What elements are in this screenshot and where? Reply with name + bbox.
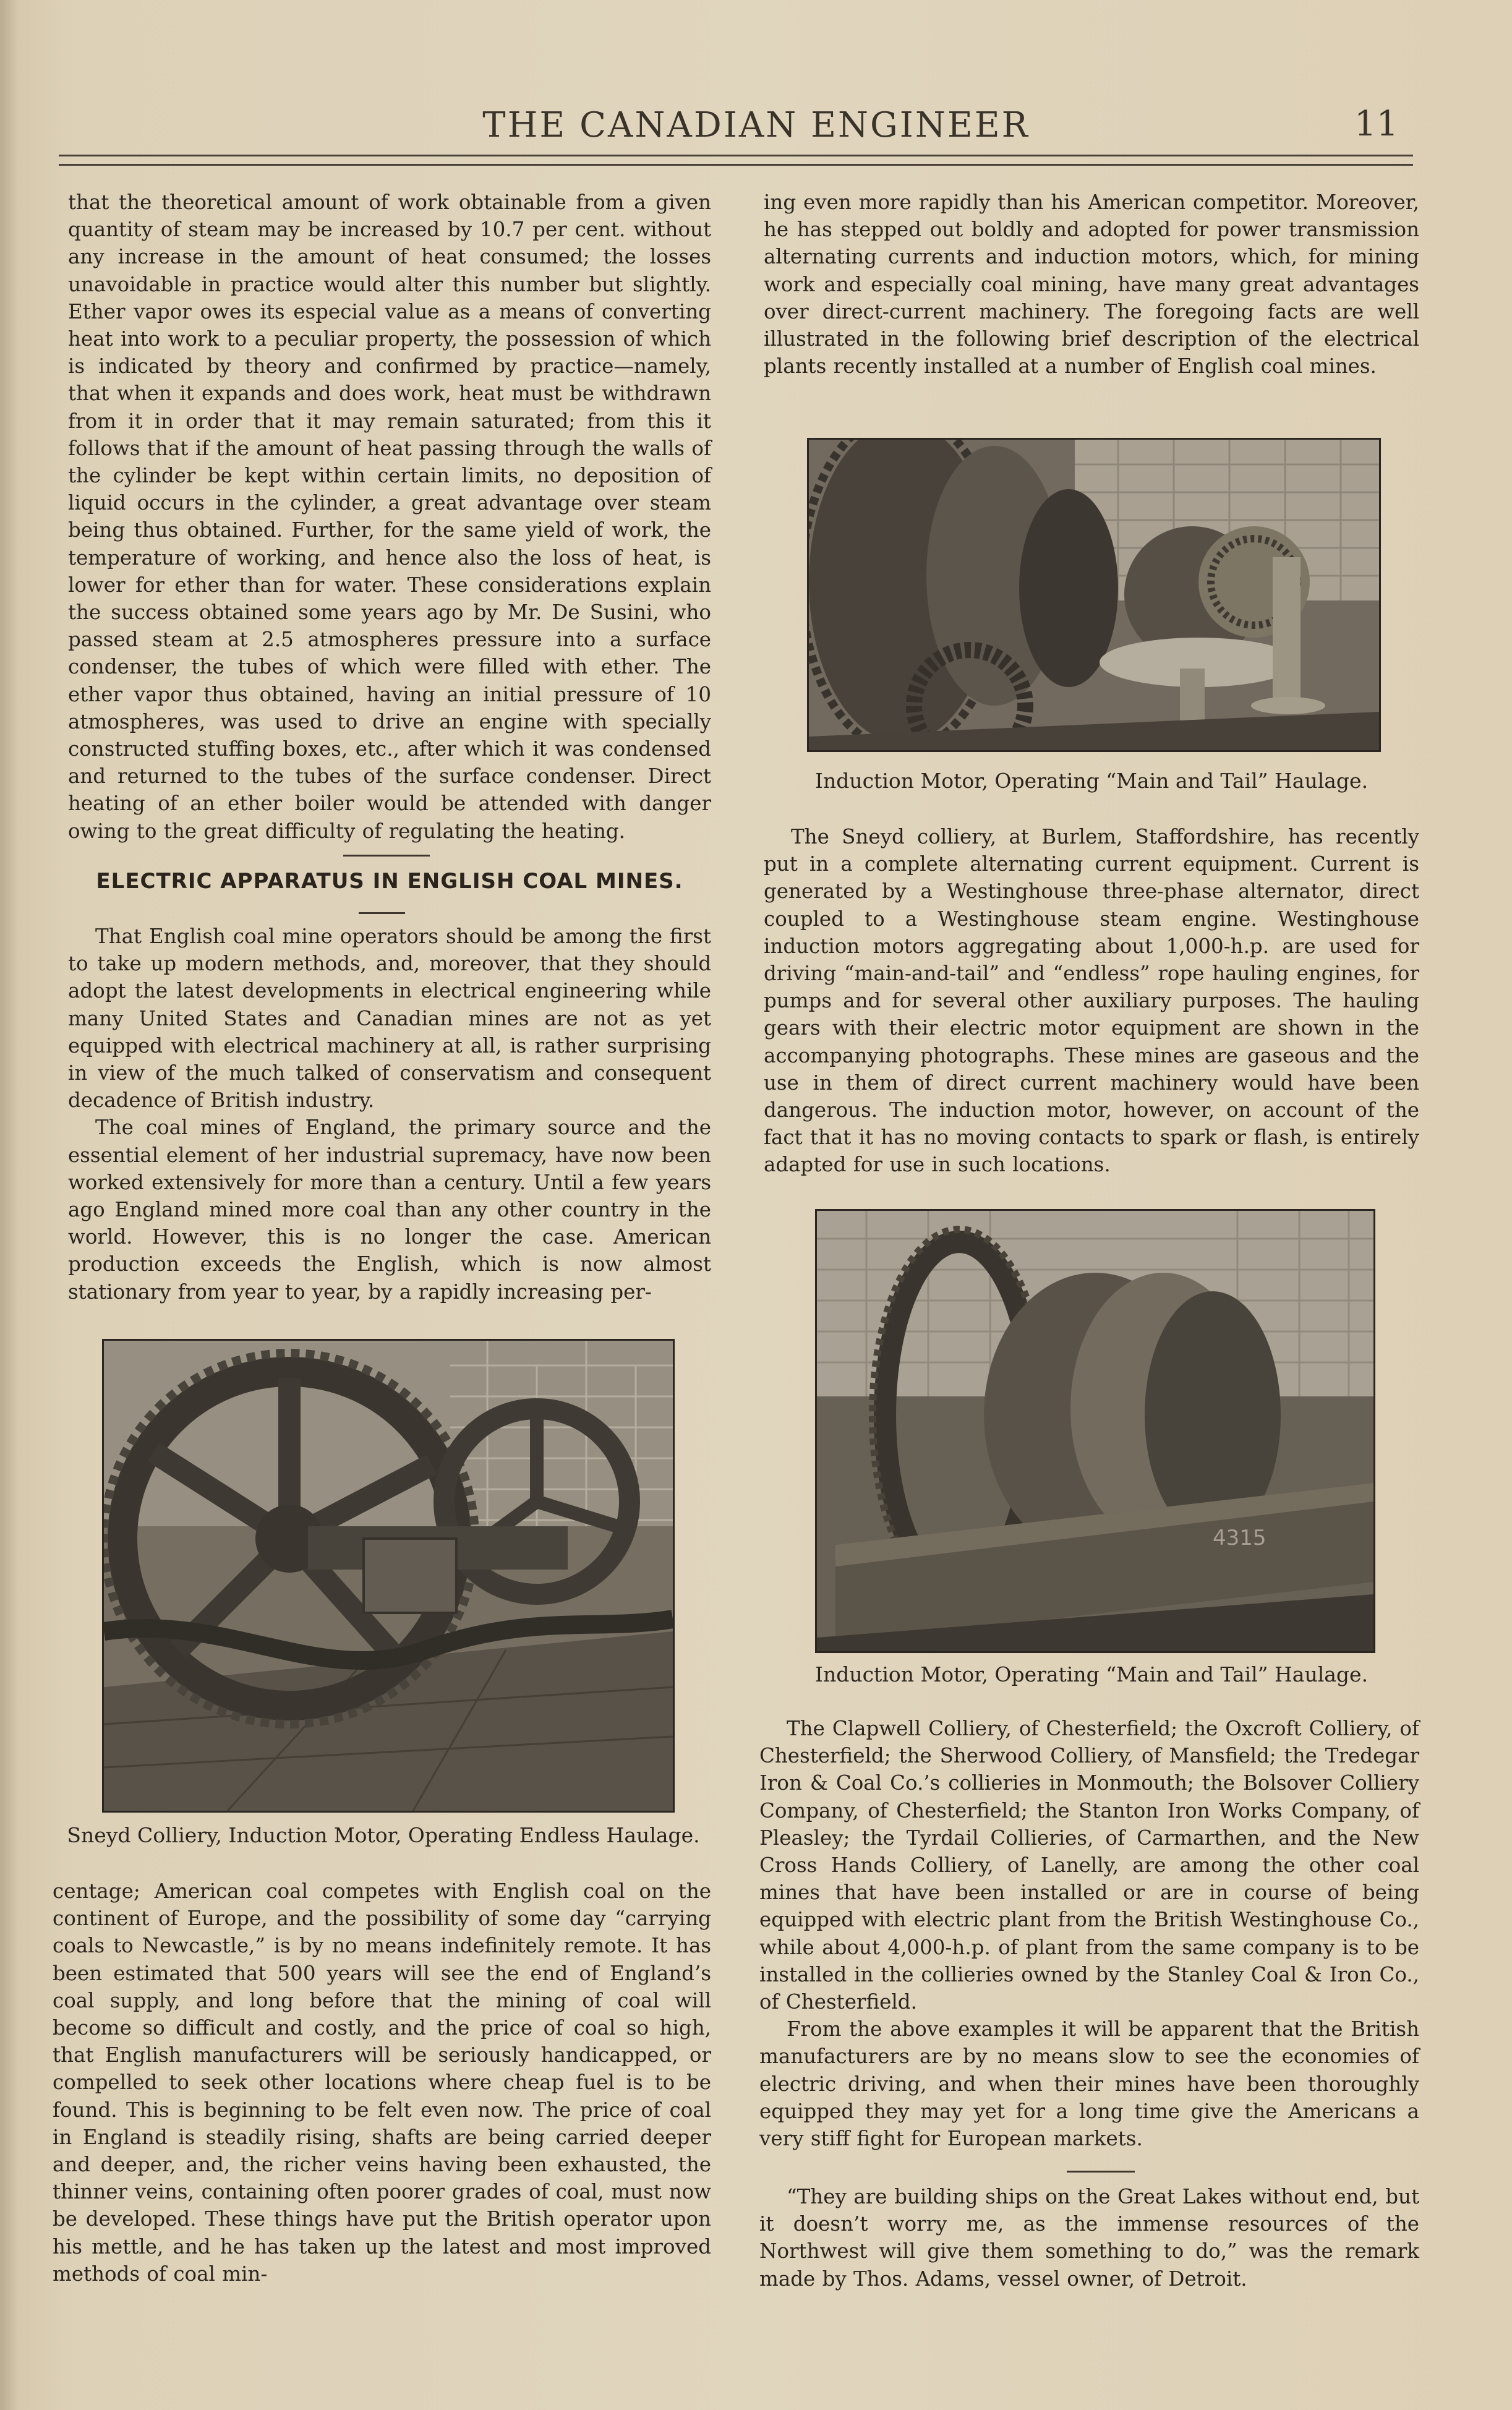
paragraph: The Clapwell Colliery, of Chesterfield; the Oxcroft Colliery, of Chesterfield; the Sherwood Colliery, of Mansfield; the Tredegar Iron & Coal Co.’s collieries in Monmouth; the Bolsover Colliery Company, of Chesterfield; the Stanton Iron Works Company, of Pleasley; the Tyrdail Collieries, of Carmarthen, and the New Cross Hands Colliery, of Lanelly, are among the other coal mines that have been installed or are in course of being equipped with electric plant from the British Westinghouse Co., while about 4,000-h.p. of plant from the same company is to be installed in the collieries owned by the Stanley Coal & Iron Co., of Chesterfield.	[759, 1717, 1419, 2014]
heading-divider	[359, 912, 405, 914]
paragraph: From the above examples it will be apparent that the British manufacturers are by no means slow to see the economies of electric driving, and when their mines have been thoroughly equipped they may yet for a long time give the Americans a very stiff fight for European markets.	[759, 2017, 1419, 2151]
right-column-top-text	[764, 189, 1419, 380]
paragraph: that the theoretical amount of work obtainable from a given quantity of steam may be increased by 10.7 per cent. without any increase in the amount of heat consumed; the losses unavoidable in practice would alter this number but slightly. Ether vapor owes its especial value as a means of converting heat into work to a peculiar property, the possession of which is indicated by theory and confirmed by practice—namely, that when it expands and does work, heat must be withdrawn from it in order that it may remain saturated; from this it follows that if the amount of heat passing through the walls of the cylinder be kept within certain limits, no deposition of liquid occurs in the cylinder, a great advantage over steam being thus obtained. Further, for the same yield of work, the temperature of working, and hence also the loss of heat, is lower for ether than for water. These considerations explain the success obtained some years ago by Mr. De Susini, who passed steam at 2.5 atmospheres pressure into a surface condenser, the tubes of which were filled with ether. The ether vapor thus obtained, having an initial pressure of 10 atmospheres, was used to drive an engine with specially constructed stuffing boxes, etc., after which it was condensed and returned to the tubes of the surface condenser. Direct heating of an ether boiler would be attended with danger owing to the great difficulty of regulating the heating.	[68, 190, 711, 843]
caption-endless-haulage: Sneyd Colliery, Induction Motor, Operating Endless Haulage.	[67, 1823, 700, 1847]
caption-main-and-tail-1: Induction Motor, Operating “Main and Tail” Haulage.	[814, 769, 1369, 793]
paragraph: ing even more rapidly than his American competitor. Moreover, he has stepped out boldly and adopted for power transmission alternating currents and induction motors, which, for mining work and especially coal mining, have many great advantages over direct-current machinery. The foregoing facts are well illustrated in the following brief description of the electrical plants recently installed at a number of English coal mines.	[764, 190, 1419, 378]
paragraph: The Sneyd colliery, at Burlem, Staffordshire, has recently put in a complete alternating current equipment. Current is generated by a Westinghouse three-phase alternator, direct coupled to a Westinghouse steam engine. Westinghouse induction motors aggregating about 1,000-h.p. are used for driving “main-and-tail” and “endless” rope hauling engines, for pumps and for several other auxiliary purposes. The hauling gears with their electric motor equipment are shown in the accompanying photographs. These mines are gaseous and the use in them of direct current machinery would have been dangerous. The induction motor, however, on account of the fact that it has no moving contacts to spark or flash, is entirely adapted for use in such locations.	[764, 825, 1419, 1177]
article-heading: ELECTRIC APPARATUS IN ENGLISH COAL MINES.	[96, 869, 683, 894]
paragraph: The coal mines of England, the primary source and the essential element of her industrial supremacy, have now been worked extensively for more than a century. Until a few years ago England mined more coal than any other country in the world. However, this is no longer the case. American production exceeds the English, which is now almost stationary from year to year, by a rapidly increasing per-	[68, 1116, 711, 1304]
photo-main-and-tail-2	[815, 1209, 1375, 1653]
left-column-article-text	[68, 923, 711, 1305]
paragraph: centage; American coal competes with English coal on the continent of Europe, and the possibility of some day “carrying coals to Newcastle,” is by no means indefinitely remote. It has been estimated that 500 years will see the end of England’s coal supply, and long before that the mining of coal will become so difficult and costly, and the price of coal so high, that English manufacturers will be seriously handicapped, or compelled to seek other locations where cheap fuel is to be found. This is beginning to be felt even now. The price of coal in England is steadily rising, shafts are being carried deeper and deeper, and, the richer veins having been exhausted, the thinner veins, containing often poorer grades of coal, must now be developed. These things have put the British operator upon his mettle, and he has taken up the latest and most improved methods of coal min-	[53, 1879, 711, 2286]
right-column-bottom-text	[759, 1715, 1419, 2152]
caption-main-and-tail-2: Induction Motor, Operating “Main and Tail” Haulage.	[814, 1662, 1369, 1686]
photo-endless-haulage	[102, 1339, 675, 1813]
photo-main-and-tail-1	[807, 438, 1381, 752]
left-column-continued-text	[53, 1878, 711, 2288]
right-column-middle-text	[764, 823, 1419, 1179]
header-double-rule	[59, 155, 1413, 166]
section-divider	[343, 855, 430, 857]
page-header-title: THE CANADIAN ENGINEER	[482, 105, 1030, 145]
paragraph: That English coal mine operators should be among the first to take up modern methods, and, moreover, that they should adopt the latest developments in electrical engineering while many United States and Canadian mines are not as yet equipped with electrical machinery at all, is rather surprising in view of the much talked of conservatism and consequent decadence of British industry.	[68, 925, 711, 1113]
left-column-top-text	[68, 189, 711, 845]
closing-quote-text	[759, 2183, 1419, 2292]
svg-text:4315: 4315	[1213, 1526, 1266, 1550]
quote-divider	[1067, 2171, 1135, 2173]
paragraph: “They are building ships on the Great Lakes without end, but it doesn’t worry me, as the immense resources of the Northwest will give them something to do,” was the remark made by Thos. Adams, vessel owner, of Detroit.	[759, 2185, 1419, 2291]
page-number: 11	[1354, 104, 1399, 144]
